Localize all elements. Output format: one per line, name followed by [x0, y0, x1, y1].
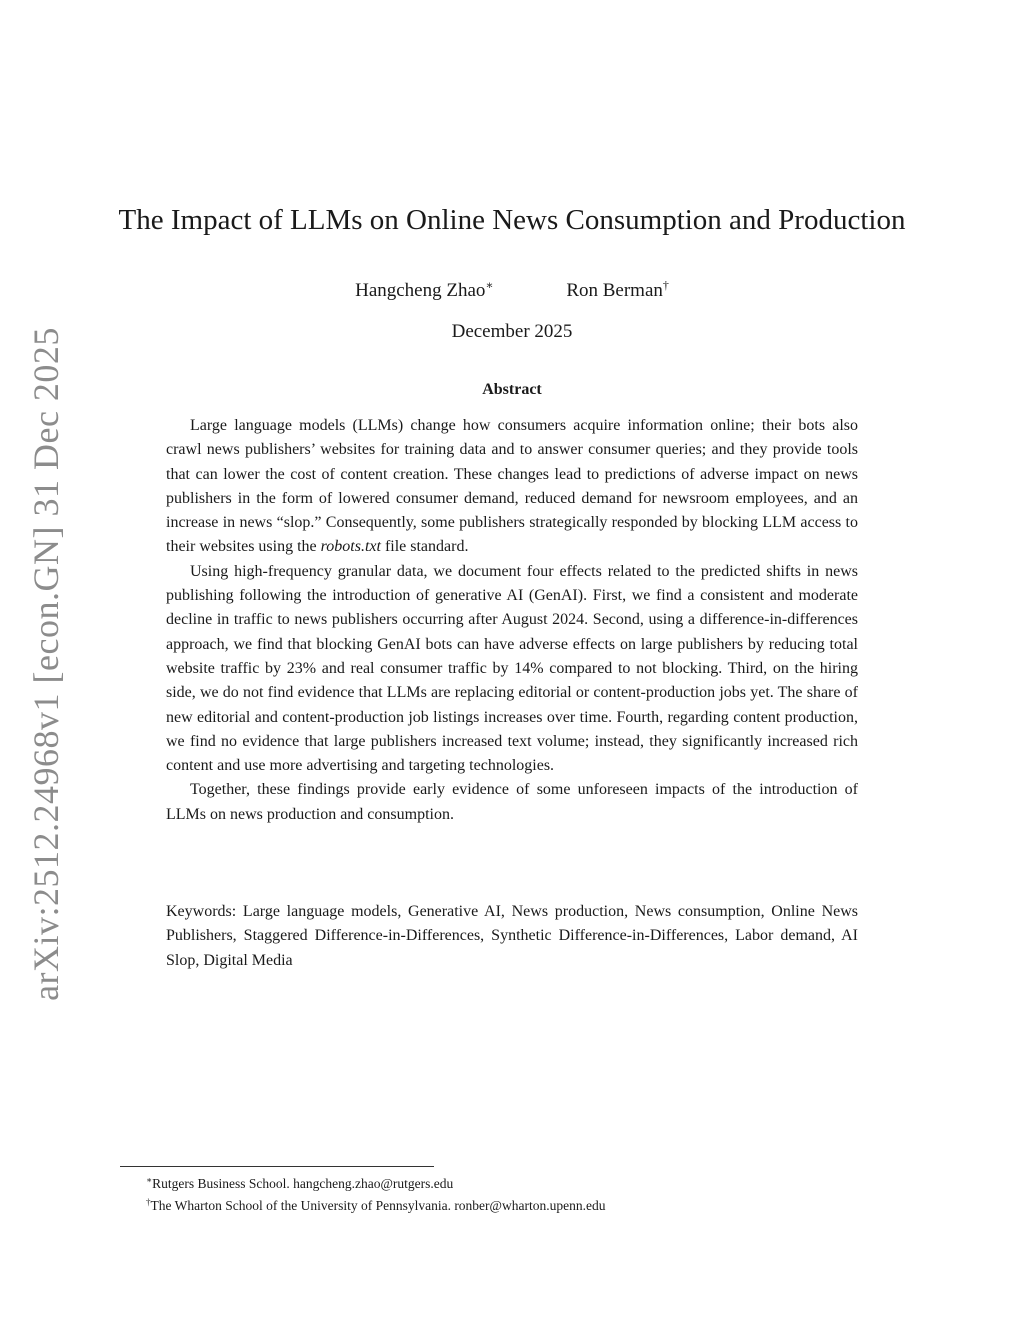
footnote-2: [146, 1193, 906, 1215]
publication-date: December 2025: [451, 321, 573, 342]
footnote-mark: †: [146, 1197, 151, 1207]
abstract-heading: Abstract: [482, 381, 542, 398]
footnote-divider: [120, 1166, 434, 1167]
abstract-paragraph-2: Using high-frequency granular data, we document four effects related to the predicted shifts in news publishing following the introduction of generative AI (GenAI). First, we find a consistent and moderate decline in traffic to news publishers occurring after August 2024. Second, using a difference-in-differences approach, we find that blocking GenAI bots can have adverse effects on large publishers by reducing total website traffic by 23% and real consumer traffic by 14% compared to not blocking. Third, on the hiring side, we do not find evidence that LLMs are replacing editorial or content-production jobs yet. The share of new editorial and content-production job listings increases over time. Fourth, regarding content production, we find no evidence that large publishers increased text volume; instead, they significantly increased rich content and use more advertising and targeting technologies.: [166, 562, 858, 775]
abstract-text: file standard.: [380, 538, 469, 556]
author-list: [0, 278, 1024, 302]
footnotes: [146, 1171, 906, 1215]
footnote-text: The Wharton School of the University of Pennsylvania. ronber@wharton.upenn.edu: [150, 1198, 606, 1213]
footnote-mark: ∗: [146, 1175, 153, 1185]
author-footnote-mark: ∗: [485, 278, 494, 292]
paper-title: The Impact of LLMs on Online News Consumption and Production: [118, 204, 906, 236]
abstract-paragraph-3: Together, these findings provide early evidence of some unforeseen impacts of the introduction of LLMs on news production and consumption.: [166, 781, 858, 823]
arxiv-identifier: arXiv:2512.24968v1 [econ.GN] 31 Dec 2025: [26, 327, 66, 1001]
author-2: [566, 278, 669, 302]
keywords: Keywords: Large language models, Generative AI, News production, News consumption, Online News Publishers, Staggered Difference-in-Differences, Synthetic Difference-in-Differences, Labor demand, AI Slop, Digital Media: [166, 903, 858, 969]
author-name: Ron Berman: [566, 280, 663, 301]
author-1: [355, 278, 493, 302]
abstract-body: [166, 414, 858, 827]
abstract-italic-term: robots.txt: [320, 538, 381, 556]
abstract-text: Large language models (LLMs) change how consumers acquire information online; their bots also crawl news publishers’ websites for training data and to answer consumer queries; and they provide tools that can lower the cost of content creation. These changes lead to predictions of adverse impact on news publishers in the form of lowered consumer demand, reduced demand for newsroom employees, and an increase in news “slop.” Consequently, some publishers strategically responded by blocking LLM access to their websites using the: [166, 417, 858, 556]
footnote-text: Rutgers Business School. hangcheng.zhao@rutgers.edu: [152, 1176, 454, 1191]
author-name: Hangcheng Zhao: [355, 280, 486, 301]
abstract-paragraph-1: [166, 414, 858, 560]
footnote-1: [146, 1171, 906, 1193]
author-footnote-mark: †: [662, 278, 669, 292]
